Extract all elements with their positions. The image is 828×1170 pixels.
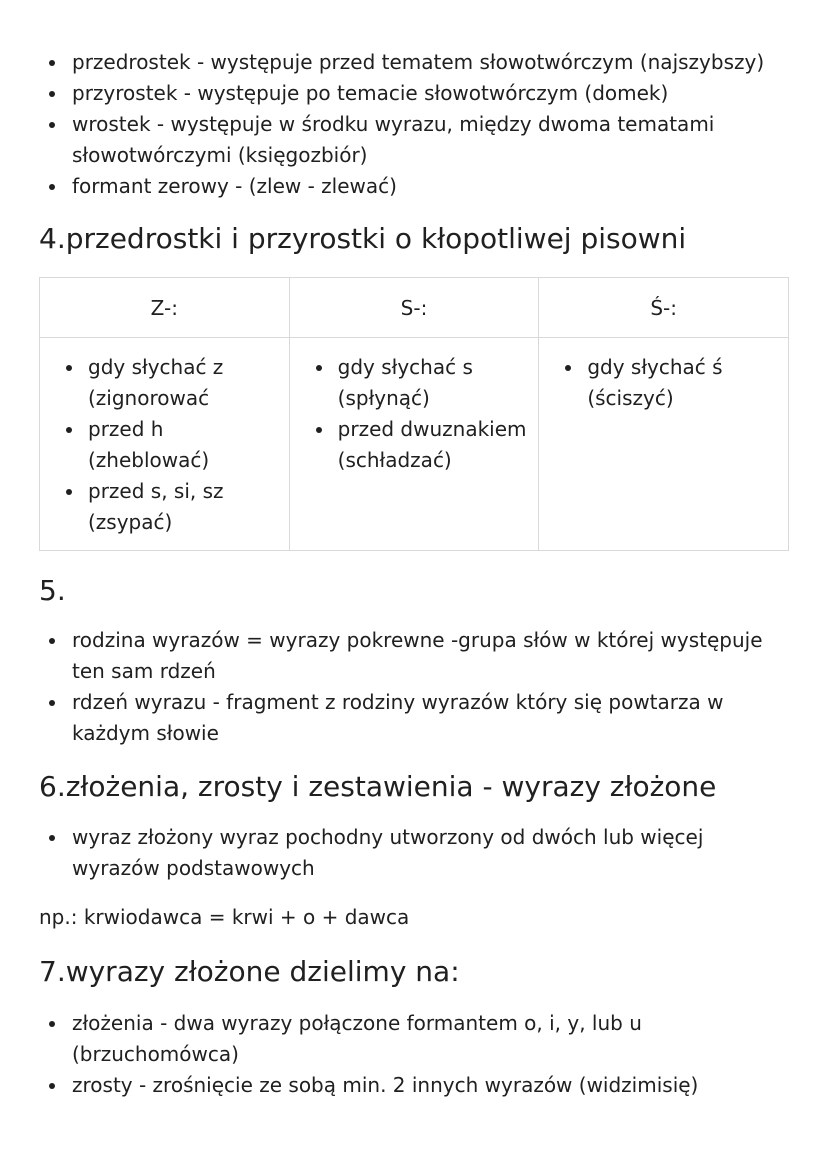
list-item: przed s, si, sz (zsypać) bbox=[56, 476, 283, 538]
list-item: złożenia - dwa wyrazy połączone formantem o, i, y, lub u (brzuchomówca) bbox=[39, 1008, 732, 1070]
list-item: przed h (zheblować) bbox=[56, 414, 283, 476]
table-header-s: S-: bbox=[289, 278, 539, 338]
table-header-sh: Ś-: bbox=[539, 278, 789, 338]
list-item: gdy słychać z (zignorować bbox=[56, 352, 283, 414]
list-item: przed dwuznakiem (schładzać) bbox=[306, 414, 533, 476]
list-item: rodzina wyrazów = wyrazy pokrewne -grupa słów w której występuje ten sam rdzeń bbox=[39, 625, 799, 687]
list-item: wrostek - występuje w środku wyrazu, między dwoma tematami słowotwórczymi (księgozbiór) bbox=[39, 109, 772, 171]
section-4-heading: 4.przedrostki i przyrostki o kłopotliwej pisowni bbox=[39, 222, 687, 255]
table-cell-s bbox=[289, 338, 539, 551]
list-item: formant zerowy - (zlew - zlewać) bbox=[39, 171, 799, 202]
example-text: np.: krwiodawca = krwi + o + dawca bbox=[39, 905, 410, 929]
table-header-row bbox=[40, 278, 789, 338]
section-5-list bbox=[39, 625, 799, 749]
section-5-heading: 5. bbox=[39, 574, 66, 607]
list-item: gdy słychać s (spłynąć) bbox=[306, 352, 533, 414]
list-item: przyrostek - występuje po temacie słowotwórczym (domek) bbox=[39, 78, 799, 109]
table-cell-sh bbox=[539, 338, 789, 551]
cell-list bbox=[539, 338, 788, 414]
cell-list bbox=[40, 338, 289, 538]
spelling-table bbox=[39, 277, 789, 551]
list-item: zrosty - zrośnięcie ze sobą min. 2 innych wyrazów (widzimisię) bbox=[39, 1070, 799, 1101]
cell-list bbox=[290, 338, 539, 476]
list-item: wyraz złożony wyraz pochodny utworzony od dwóch lub więcej wyrazów podstawowych bbox=[39, 822, 759, 884]
intro-list bbox=[39, 47, 799, 202]
table-row bbox=[40, 338, 789, 551]
table-header-z: Z-: bbox=[40, 278, 290, 338]
section-6-heading: 6.złożenia, zrosty i zestawienia - wyrazy złożone bbox=[39, 770, 717, 803]
list-item: gdy słychać ś (ściszyć) bbox=[555, 352, 782, 414]
section-7-list bbox=[39, 1008, 799, 1101]
table-cell-z bbox=[40, 338, 290, 551]
section-7-heading: 7.wyrazy złożone dzielimy na: bbox=[39, 955, 460, 988]
section-6-list bbox=[39, 822, 759, 884]
list-item: rdzeń wyrazu - fragment z rodziny wyrazów który się powtarza w każdym słowie bbox=[39, 687, 787, 749]
list-item: przedrostek - występuje przed tematem słowotwórczym (najszybszy) bbox=[39, 47, 799, 78]
